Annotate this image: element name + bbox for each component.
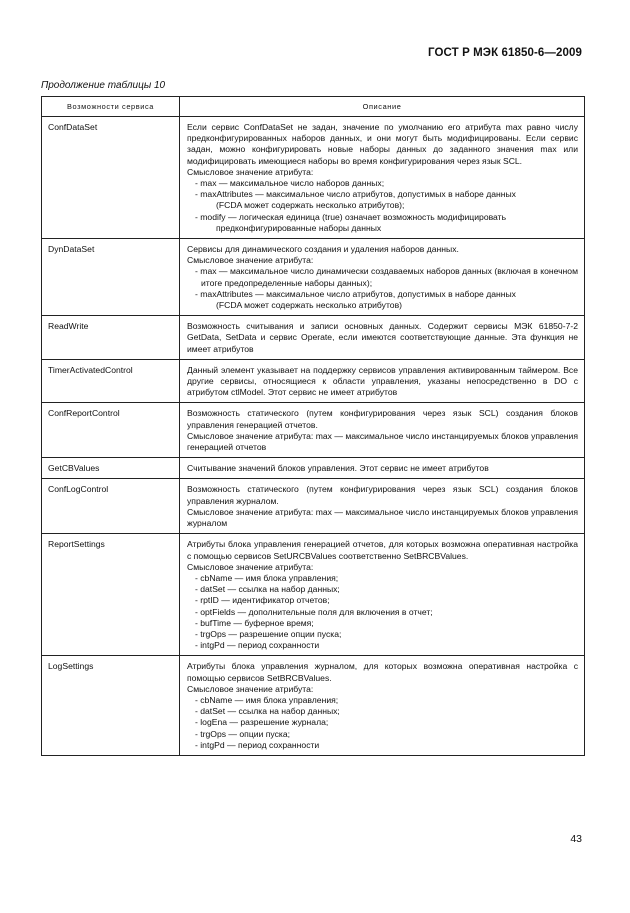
description-text: Возможность статического (путем конфигурирования через язык SCL) создания блоков управления генерацией отчетов. bbox=[187, 408, 578, 430]
attribute-item: - cbName — имя блока управления; bbox=[195, 694, 339, 705]
description-text: Считывание значений блоков управления. Этот сервис не имеет атрибутов bbox=[187, 463, 489, 474]
table-row bbox=[42, 403, 585, 458]
attribute-item: предконфигурированные наборы данных bbox=[216, 222, 382, 233]
service-name-cell: LogSettings bbox=[42, 656, 180, 756]
description-text: Атрибуты блока управления генерацией отчетов, для которых возможна оперативная настройка с помощью сервисов SetURCBValues соответственно SetBRCBValues. bbox=[187, 539, 578, 561]
attribute-item: - rptID — идентификатор отчетов; bbox=[195, 595, 330, 606]
attribute-item: - maxAttributes — максимальное число атрибутов, допустимых в наборе данных bbox=[195, 288, 516, 299]
service-capabilities-table bbox=[41, 96, 585, 756]
description-text: Смысловое значение атрибута: bbox=[187, 683, 314, 694]
attribute-item: (FCDA может содержать несколько атрибутов) bbox=[216, 300, 402, 311]
attribute-item: - trgOps — разрешение опции пуска; bbox=[195, 628, 342, 639]
description-text: Смысловое значение атрибута: bbox=[187, 166, 314, 177]
description-text: Смысловое значение атрибута: bbox=[187, 561, 314, 572]
description-text: Смысловое значение атрибута: bbox=[187, 255, 314, 266]
table-row bbox=[42, 316, 585, 360]
table-body bbox=[42, 117, 585, 756]
description-text: Возможность считывания и записи основных данных. Содержит сервисы МЭК 61850-7-2 GetData, SetData и сервис Operate, если имеются соответствующие данные. Эта функция не имеет атрибутов bbox=[187, 321, 578, 354]
attribute-item: - datSet — ссылка на набор данных; bbox=[195, 584, 340, 595]
service-name-cell: TimerActivatedControl bbox=[42, 359, 180, 403]
description-text: Смысловое значение атрибута: max — максимальное число инстанцируемых блоков управления генерацией отчетов bbox=[187, 430, 578, 453]
table-caption: Продолжение таблицы 10 bbox=[41, 80, 166, 91]
description-text: Данный элемент указывает на поддержку сервисов управления активированным таймером. Все другие сервисы, относящиеся к области управления, указаны непосредственно в DO с атрибутом ctlModel. Этот сервис не имеет атрибутов bbox=[187, 364, 578, 398]
service-name-cell: ReadWrite bbox=[42, 316, 180, 360]
description-text: Возможность статического (путем конфигурирования через язык SCL) создания блоков управления журналом. bbox=[187, 484, 578, 506]
attribute-item: - max — максимальное число наборов данных; bbox=[195, 178, 385, 189]
attribute-item: - trgOps — опции пуска; bbox=[195, 728, 291, 739]
attribute-item: - bufTime — буферное время; bbox=[195, 617, 314, 628]
column-header-description: Описание bbox=[180, 97, 585, 117]
attribute-item: - maxAttributes — максимальное число атрибутов, допустимых в наборе данных bbox=[195, 189, 516, 200]
description-text: Смысловое значение атрибута: max — максимальное число инстанцируемых блоков управления журналом bbox=[187, 506, 578, 529]
description-cell bbox=[180, 458, 585, 479]
table-row bbox=[42, 117, 585, 239]
service-name-cell: ReportSettings bbox=[42, 534, 180, 656]
table-row bbox=[42, 359, 585, 403]
attribute-item: - intgPd — период сохранности bbox=[195, 739, 320, 750]
description-text: Атрибуты блока управления журналом, для которых возможна оперативная настройка с помощью сервисов SetBRCBValues. bbox=[187, 661, 578, 683]
description-cell bbox=[180, 656, 585, 756]
attribute-item: - cbName — имя блока управления; bbox=[195, 572, 339, 583]
service-name-cell: ConfDataSet bbox=[42, 117, 180, 239]
column-header-capabilities: Возможности сервиса bbox=[42, 97, 180, 117]
description-cell bbox=[180, 239, 585, 316]
attribute-item: - intgPd — период сохранности bbox=[195, 640, 320, 651]
description-cell bbox=[180, 316, 585, 360]
table-row bbox=[42, 458, 585, 479]
service-name-cell: ConfReportControl bbox=[42, 403, 180, 458]
table-row bbox=[42, 534, 585, 656]
description-text: Сервисы для динамического создания и удаления наборов данных. bbox=[187, 244, 459, 255]
attribute-item: - datSet — ссылка на набор данных; bbox=[195, 706, 340, 717]
description-cell bbox=[180, 403, 585, 458]
description-cell bbox=[180, 534, 585, 656]
attribute-item: - logEna — разрешение журнала; bbox=[195, 717, 329, 728]
document-header: ГОСТ Р МЭК 61850-6—2009 bbox=[428, 47, 582, 59]
description-text: Если сервис ConfDataSet не задан, значение по умолчанию его атрибута max равно числу предконфигурированных наборов данных, и они могут быть модифицированы. Если сервис задан, можно конфигурировать новые наборы данных до заданного значения max или модифицировать имеющиеся наборы во время конфигурирования через язык SCL. bbox=[187, 122, 578, 166]
attribute-item: - max — максимальное число динамически создаваемых наборов данных (включая в конечном итоге предопределенные наборы данных); bbox=[195, 266, 578, 288]
attribute-item: - modify — логическая единица (true) означает возможность модифицировать bbox=[195, 211, 507, 222]
service-name-cell: ConfLogControl bbox=[42, 479, 180, 534]
description-cell bbox=[180, 479, 585, 534]
table-row bbox=[42, 479, 585, 534]
table-row bbox=[42, 239, 585, 316]
description-cell bbox=[180, 359, 585, 403]
attribute-item: (FCDA может содержать несколько атрибутов); bbox=[216, 200, 405, 211]
service-name-cell: DynDataSet bbox=[42, 239, 180, 316]
page-number: 43 bbox=[570, 833, 582, 845]
table-row bbox=[42, 656, 585, 756]
attribute-item: - optFields — дополнительные поля для включения в отчет; bbox=[195, 606, 433, 617]
description-cell bbox=[180, 117, 585, 239]
table-header-row bbox=[42, 97, 585, 117]
service-name-cell: GetCBValues bbox=[42, 458, 180, 479]
